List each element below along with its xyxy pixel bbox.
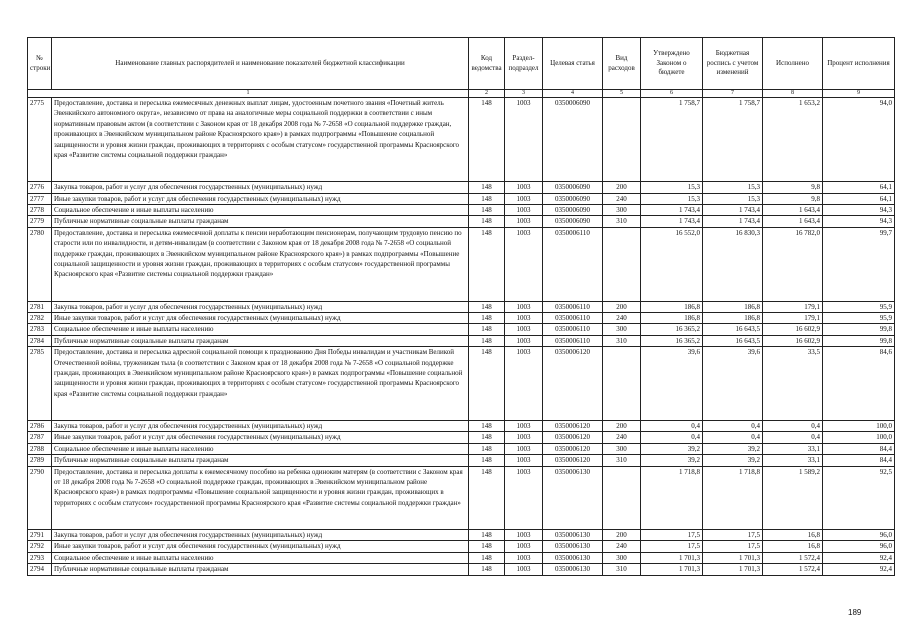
cell-name: Социальное обеспечение и иные выплаты населению (52, 552, 469, 563)
cell-target-article: 0350006090 (543, 216, 603, 227)
cell-row-number: 2794 (28, 564, 52, 575)
cell-approved: 186,8 (641, 313, 703, 324)
header-num-9: 9 (823, 90, 895, 98)
cell-dept-code: 148 (469, 335, 505, 346)
cell-target-article: 0350006130 (543, 530, 603, 541)
cell-name: Социальное обеспечение и иные выплаты населению (52, 443, 469, 454)
cell-percent: 100,0 (823, 432, 895, 443)
cell-expense-type (603, 227, 641, 301)
cell-section: 1003 (505, 347, 543, 421)
cell-dept-code: 148 (469, 466, 505, 529)
cell-expense-type (603, 466, 641, 529)
table-header (28, 38, 895, 98)
cell-approved: 1 701,3 (641, 552, 703, 563)
cell-executed: 33,5 (763, 347, 823, 421)
cell-section: 1003 (505, 193, 543, 204)
table-row (28, 347, 895, 421)
cell-section: 1003 (505, 182, 543, 193)
cell-target-article: 0350006120 (543, 455, 603, 466)
budget-table (27, 37, 895, 576)
cell-dept-code: 148 (469, 205, 505, 216)
cell-section: 1003 (505, 335, 543, 346)
cell-row-number: 2782 (28, 313, 52, 324)
cell-budget-painting: 17,5 (703, 541, 763, 552)
cell-expense-type (603, 347, 641, 421)
cell-approved: 186,8 (641, 301, 703, 312)
cell-name: Предоставление, доставка и пересылка доплаты к ежемесячному пособию на ребенка одиноким матерям (в соответствии с Законом края от 18 декабря 2008 года № 7-2658 «О социальной поддержке граждан, проживающих в Эвенкийском муниципальном районе Красноярского края») в рамках подпрограммы «Повышение социальной защищенности и уровня жизни граждан, проживающих в территориях с особым статусом» государственной программы Красноярского края «Развитие системы социальной поддержки граждан» (52, 466, 469, 529)
table-row (28, 432, 895, 443)
cell-target-article: 0350006090 (543, 193, 603, 204)
cell-percent: 99,7 (823, 227, 895, 301)
header-budget-painting: Бюджетная роспись с учетом изменений (703, 38, 763, 90)
cell-name: Социальное обеспечение и иные выплаты населению (52, 205, 469, 216)
cell-target-article: 0350006110 (543, 301, 603, 312)
cell-executed: 1 572,4 (763, 552, 823, 563)
cell-expense-type: 310 (603, 216, 641, 227)
cell-executed: 16,8 (763, 541, 823, 552)
cell-budget-painting: 0,4 (703, 421, 763, 432)
cell-executed: 179,1 (763, 301, 823, 312)
cell-percent: 92,4 (823, 564, 895, 575)
cell-row-number: 2791 (28, 530, 52, 541)
table-row (28, 205, 895, 216)
cell-executed: 33,1 (763, 455, 823, 466)
cell-target-article: 0350006130 (543, 564, 603, 575)
cell-expense-type: 240 (603, 193, 641, 204)
cell-percent: 95,9 (823, 313, 895, 324)
cell-target-article: 0350006130 (543, 552, 603, 563)
cell-dept-code: 148 (469, 432, 505, 443)
cell-section: 1003 (505, 541, 543, 552)
cell-section: 1003 (505, 301, 543, 312)
cell-executed: 16 782,0 (763, 227, 823, 301)
cell-section: 1003 (505, 552, 543, 563)
cell-percent: 95,9 (823, 301, 895, 312)
cell-name: Предоставление, доставка и пересылка адресной социальной помощи к празднованию Дня Победы инвалидам и участникам Великой Отечественной войны, труженикам тыла (в соответствии с Законом края от 18 декабря 2008 года № 7-2658 «О социальной поддержке граждан, проживающих в Эвенкийском муниципальном районе Красноярского края») в рамках подпрограммы «Повышение социальной защищенности и уровня жизни граждан, проживающих в территориях с особым статусом» государственной программы Красноярского края «Развитие системы социальной поддержки граждан» (52, 347, 469, 421)
header-num-8: 8 (763, 90, 823, 98)
cell-executed: 1 572,4 (763, 564, 823, 575)
cell-approved: 1 718,8 (641, 466, 703, 529)
cell-approved: 1 758,7 (641, 98, 703, 182)
cell-expense-type: 300 (603, 205, 641, 216)
header-percent: Процент исполнения (823, 38, 895, 90)
cell-row-number: 2787 (28, 432, 52, 443)
cell-row-number: 2780 (28, 227, 52, 301)
table-row (28, 541, 895, 552)
cell-name: Иные закупки товаров, работ и услуг для обеспечения государственных (муниципальных) нужд (52, 432, 469, 443)
cell-dept-code: 148 (469, 347, 505, 421)
cell-budget-painting: 17,5 (703, 530, 763, 541)
cell-name: Публичные нормативные социальные выплаты гражданам (52, 216, 469, 227)
cell-budget-painting: 1 743,4 (703, 205, 763, 216)
cell-target-article: 0350006110 (543, 324, 603, 335)
cell-name: Иные закупки товаров, работ и услуг для обеспечения государственных (муниципальных) нужд (52, 313, 469, 324)
header-dept-code: Код ведомства (469, 38, 505, 90)
cell-target-article: 0350006090 (543, 182, 603, 193)
cell-section: 1003 (505, 443, 543, 454)
cell-executed: 1 589,2 (763, 466, 823, 529)
cell-section: 1003 (505, 324, 543, 335)
cell-expense-type: 300 (603, 552, 641, 563)
cell-budget-painting: 16 830,3 (703, 227, 763, 301)
table-row (28, 421, 895, 432)
cell-percent: 96,0 (823, 530, 895, 541)
table-row (28, 335, 895, 346)
cell-percent: 94,3 (823, 216, 895, 227)
cell-section: 1003 (505, 455, 543, 466)
cell-dept-code: 148 (469, 216, 505, 227)
cell-section: 1003 (505, 205, 543, 216)
cell-section: 1003 (505, 466, 543, 529)
cell-percent: 64,1 (823, 182, 895, 193)
header-target-article: Целевая статья (543, 38, 603, 90)
cell-percent: 94,3 (823, 205, 895, 216)
cell-budget-painting: 16 643,5 (703, 335, 763, 346)
table-row (28, 530, 895, 541)
cell-approved: 1 701,3 (641, 564, 703, 575)
cell-dept-code: 148 (469, 324, 505, 335)
cell-expense-type: 200 (603, 182, 641, 193)
cell-budget-painting: 16 643,5 (703, 324, 763, 335)
cell-executed: 9,8 (763, 193, 823, 204)
cell-name: Предоставление, доставка и пересылка ежемесячной доплаты к пенсии неработающим пенсионерам, получающим трудовую пенсию по старости или по инвалидности, и детям-инвалидам (в соответствии с Законом края от 18 декабря 2008 года № 7-2658 «О социальной поддержке граждан, проживающих в Эвенкийском муниципальном районе Красноярского края») в рамках подпрограммы «Повышение социальной защищенности и уровня жизни граждан, проживающих в территориях с особым статусом» государственной программы Красноярского края «Развитие системы социальной поддержки граждан» (52, 227, 469, 301)
cell-name: Закупка товаров, работ и услуг для обеспечения государственных (муниципальных) нужд (52, 421, 469, 432)
cell-budget-painting: 1 758,7 (703, 98, 763, 182)
cell-target-article: 0350006120 (543, 421, 603, 432)
cell-target-article: 0350006110 (543, 313, 603, 324)
header-num-5: 5 (603, 90, 641, 98)
table-row (28, 564, 895, 575)
cell-dept-code: 148 (469, 552, 505, 563)
cell-approved: 39,6 (641, 347, 703, 421)
cell-section: 1003 (505, 564, 543, 575)
cell-approved: 17,5 (641, 541, 703, 552)
cell-target-article: 0350006120 (543, 347, 603, 421)
cell-name: Закупка товаров, работ и услуг для обеспечения государственных (муниципальных) нужд (52, 182, 469, 193)
header-numbers-row (28, 90, 895, 98)
table-row (28, 301, 895, 312)
cell-expense-type: 300 (603, 324, 641, 335)
cell-name: Иные закупки товаров, работ и услуг для обеспечения государственных (муниципальных) нужд (52, 541, 469, 552)
cell-percent: 96,0 (823, 541, 895, 552)
cell-row-number: 2789 (28, 455, 52, 466)
cell-executed: 9,8 (763, 182, 823, 193)
table-row (28, 455, 895, 466)
cell-row-number: 2778 (28, 205, 52, 216)
cell-row-number: 2783 (28, 324, 52, 335)
cell-target-article: 0350006110 (543, 335, 603, 346)
cell-percent: 84,4 (823, 443, 895, 454)
cell-executed: 16 602,9 (763, 335, 823, 346)
cell-executed: 1 653,2 (763, 98, 823, 182)
cell-target-article: 0350006130 (543, 466, 603, 529)
cell-executed: 0,4 (763, 421, 823, 432)
cell-approved: 39,2 (641, 455, 703, 466)
cell-budget-painting: 39,2 (703, 443, 763, 454)
cell-budget-painting: 1 718,8 (703, 466, 763, 529)
cell-expense-type: 200 (603, 421, 641, 432)
cell-approved: 17,5 (641, 530, 703, 541)
cell-section: 1003 (505, 216, 543, 227)
cell-expense-type: 200 (603, 530, 641, 541)
header-num-6: 6 (641, 90, 703, 98)
cell-target-article: 0350006090 (543, 98, 603, 182)
cell-name: Предоставление, доставка и пересылка ежемесячных денежных выплат лицам, удостоенным почетного звания «Почетный житель Эвенкийского автономного округа», независимо от права на аналогичные меры социальной поддержки в соответствии с иным нормативным правовым актом (в соответствии с Законом края от 18 декабря 2008 года № 7-2658 «О социальной поддержке граждан, проживающих в Эвенкийском муниципальном районе Красноярского края») в рамках подпрограммы «Повышение социальной защищенности и уровня жизни граждан, проживающих в территориях с особым статусом» государственной программы Красноярского края «Развитие системы социальной поддержки граждан» (52, 98, 469, 182)
cell-approved: 1 743,4 (641, 216, 703, 227)
cell-approved: 39,2 (641, 443, 703, 454)
cell-section: 1003 (505, 421, 543, 432)
cell-expense-type: 240 (603, 432, 641, 443)
cell-expense-type: 310 (603, 455, 641, 466)
cell-target-article: 0350006090 (543, 205, 603, 216)
cell-expense-type (603, 98, 641, 182)
header-approved: Утверждено Законом о бюджете (641, 38, 703, 90)
cell-budget-painting: 0,4 (703, 432, 763, 443)
cell-executed: 1 643,4 (763, 205, 823, 216)
cell-row-number: 2785 (28, 347, 52, 421)
cell-dept-code: 148 (469, 421, 505, 432)
cell-percent: 92,5 (823, 466, 895, 529)
cell-name: Публичные нормативные социальные выплаты гражданам (52, 564, 469, 575)
cell-row-number: 2793 (28, 552, 52, 563)
table-row (28, 227, 895, 301)
header-num-4: 4 (543, 90, 603, 98)
cell-name: Иные закупки товаров, работ и услуг для обеспечения государственных (муниципальных) нужд (52, 193, 469, 204)
cell-dept-code: 148 (469, 443, 505, 454)
table-row (28, 443, 895, 454)
cell-budget-painting: 39,6 (703, 347, 763, 421)
table-row (28, 182, 895, 193)
cell-expense-type: 300 (603, 443, 641, 454)
cell-percent: 84,4 (823, 455, 895, 466)
cell-budget-painting: 15,3 (703, 193, 763, 204)
cell-budget-painting: 186,8 (703, 313, 763, 324)
cell-executed: 16 602,9 (763, 324, 823, 335)
cell-percent: 99,8 (823, 324, 895, 335)
cell-name: Закупка товаров, работ и услуг для обеспечения государственных (муниципальных) нужд (52, 301, 469, 312)
cell-dept-code: 148 (469, 564, 505, 575)
header-num-1: 1 (28, 90, 469, 98)
cell-dept-code: 148 (469, 541, 505, 552)
cell-row-number: 2775 (28, 98, 52, 182)
cell-target-article: 0350006130 (543, 541, 603, 552)
cell-executed: 1 643,4 (763, 216, 823, 227)
cell-dept-code: 148 (469, 98, 505, 182)
cell-row-number: 2781 (28, 301, 52, 312)
cell-budget-painting: 39,2 (703, 455, 763, 466)
cell-approved: 15,3 (641, 182, 703, 193)
cell-percent: 84,6 (823, 347, 895, 421)
table-row (28, 98, 895, 182)
cell-row-number: 2784 (28, 335, 52, 346)
cell-expense-type: 310 (603, 564, 641, 575)
cell-row-number: 2790 (28, 466, 52, 529)
cell-approved: 16 365,2 (641, 324, 703, 335)
cell-name: Публичные нормативные социальные выплаты гражданам (52, 455, 469, 466)
cell-section: 1003 (505, 530, 543, 541)
cell-budget-painting: 186,8 (703, 301, 763, 312)
cell-approved: 0,4 (641, 421, 703, 432)
cell-row-number: 2777 (28, 193, 52, 204)
cell-approved: 16 365,2 (641, 335, 703, 346)
table-body (28, 98, 895, 576)
cell-section: 1003 (505, 313, 543, 324)
cell-executed: 179,1 (763, 313, 823, 324)
cell-expense-type: 200 (603, 301, 641, 312)
cell-dept-code: 148 (469, 182, 505, 193)
header-name: Наименование главных распорядителей и наименование показателей бюджетной классификации (52, 38, 469, 90)
header-num-2: 2 (469, 90, 505, 98)
cell-dept-code: 148 (469, 313, 505, 324)
cell-percent: 92,4 (823, 552, 895, 563)
cell-name: Закупка товаров, работ и услуг для обеспечения государственных (муниципальных) нужд (52, 530, 469, 541)
cell-target-article: 0350006120 (543, 432, 603, 443)
cell-row-number: 2779 (28, 216, 52, 227)
header-row-number: № строки (28, 38, 52, 90)
cell-budget-painting: 1 743,4 (703, 216, 763, 227)
cell-target-article: 0350006110 (543, 227, 603, 301)
header-executed: Исполнено (763, 38, 823, 90)
header-num-7: 7 (703, 90, 763, 98)
cell-target-article: 0350006120 (543, 443, 603, 454)
cell-expense-type: 310 (603, 335, 641, 346)
cell-section: 1003 (505, 432, 543, 443)
cell-approved: 1 743,4 (641, 205, 703, 216)
cell-dept-code: 148 (469, 455, 505, 466)
table-row (28, 324, 895, 335)
table-row (28, 216, 895, 227)
cell-row-number: 2788 (28, 443, 52, 454)
cell-percent: 99,8 (823, 335, 895, 346)
cell-row-number: 2776 (28, 182, 52, 193)
cell-row-number: 2786 (28, 421, 52, 432)
cell-row-number: 2792 (28, 541, 52, 552)
cell-approved: 15,3 (641, 193, 703, 204)
cell-section: 1003 (505, 227, 543, 301)
cell-dept-code: 148 (469, 227, 505, 301)
cell-name: Публичные нормативные социальные выплаты гражданам (52, 335, 469, 346)
cell-dept-code: 148 (469, 301, 505, 312)
cell-percent: 94,0 (823, 98, 895, 182)
table-row (28, 193, 895, 204)
cell-executed: 16,8 (763, 530, 823, 541)
cell-percent: 64,1 (823, 193, 895, 204)
cell-dept-code: 148 (469, 530, 505, 541)
cell-dept-code: 148 (469, 193, 505, 204)
cell-budget-painting: 1 701,3 (703, 552, 763, 563)
table-row (28, 552, 895, 563)
cell-approved: 16 552,0 (641, 227, 703, 301)
cell-expense-type: 240 (603, 541, 641, 552)
cell-expense-type: 240 (603, 313, 641, 324)
header-num-3: 3 (505, 90, 543, 98)
cell-percent: 100,0 (823, 421, 895, 432)
cell-approved: 0,4 (641, 432, 703, 443)
page-number: 189 (848, 608, 862, 617)
cell-name: Социальное обеспечение и иные выплаты населению (52, 324, 469, 335)
header-section: Раздел-подраздел (505, 38, 543, 90)
cell-executed: 33,1 (763, 443, 823, 454)
header-expense-type: Вид расходов (603, 38, 641, 90)
cell-budget-painting: 1 701,3 (703, 564, 763, 575)
table-row (28, 313, 895, 324)
cell-section: 1003 (505, 98, 543, 182)
cell-executed: 0,4 (763, 432, 823, 443)
cell-budget-painting: 15,3 (703, 182, 763, 193)
table-row (28, 466, 895, 529)
